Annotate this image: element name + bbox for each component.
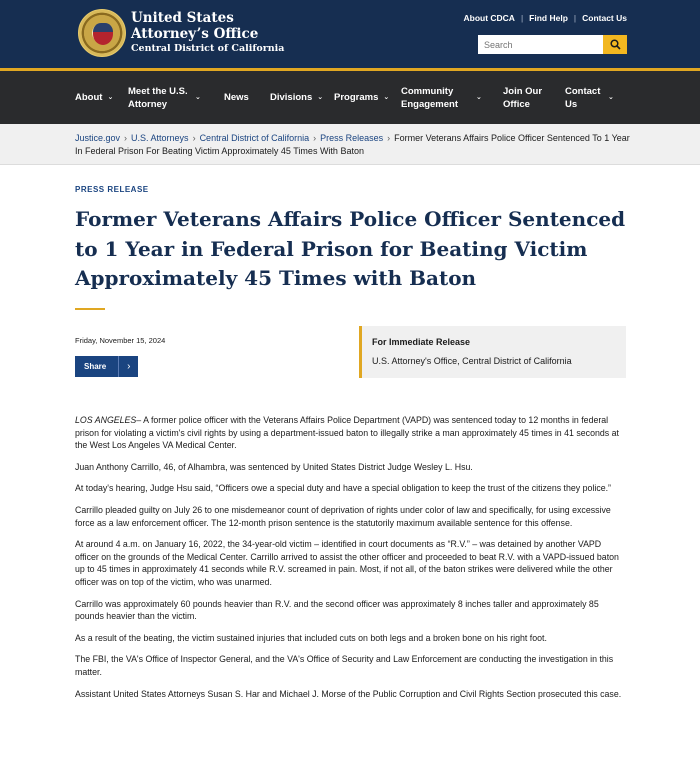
nav-divisions[interactable] bbox=[270, 71, 323, 124]
nav-about[interactable] bbox=[75, 71, 113, 124]
share-button[interactable] bbox=[75, 356, 138, 377]
release-heading: For Immediate Release bbox=[372, 337, 471, 347]
breadcrumb-central-district[interactable]: Central District of California bbox=[199, 133, 310, 143]
article-paragraph: At today's hearing, Judge Hsu said, “Officers owe a special duty and have a special obligation to keep the trust of the citizens they police.” bbox=[75, 483, 611, 494]
breadcrumb-justice-gov[interactable]: Justice.gov bbox=[75, 133, 121, 143]
about-cdca-link[interactable]: About CDCA bbox=[463, 13, 515, 23]
article-paragraph: Juan Anthony Carrillo, 46, of Alhambra, was sentenced by United States District Judge Wesley L. Hsu. bbox=[75, 461, 473, 472]
nav-meet-the-us-attorney[interactable] bbox=[128, 71, 201, 124]
breadcrumb-separator: › bbox=[124, 133, 128, 143]
chevron-down-icon: ⌄ bbox=[383, 94, 390, 101]
article-body bbox=[75, 414, 627, 709]
article-paragraph bbox=[75, 414, 627, 452]
breadcrumb-trail bbox=[75, 132, 635, 158]
chevron-down-icon: ⌄ bbox=[317, 94, 324, 101]
nav-news[interactable] bbox=[224, 71, 249, 124]
main-nav bbox=[0, 68, 700, 124]
nav-label: Community Engagement bbox=[401, 85, 459, 110]
nav-label: Meet the U.S. Attorney bbox=[128, 85, 188, 110]
breadcrumb-separator: › bbox=[192, 133, 196, 143]
breadcrumb-current: Former Veterans Affairs Police Officer Sentenced To 1 Year In Federal Prison For Beating Victim Approximately 45 Times With Baton bbox=[75, 133, 630, 156]
dateline: LOS ANGELES bbox=[75, 415, 137, 425]
utility-separator: | bbox=[573, 13, 577, 23]
breadcrumb bbox=[0, 124, 700, 165]
chevron-down-icon: ⌄ bbox=[195, 94, 201, 101]
chevron-down-icon: ⌄ bbox=[608, 94, 614, 101]
contact-us-link[interactable]: Contact Us bbox=[582, 13, 627, 23]
press-release-kicker: PRESS RELEASE bbox=[75, 185, 149, 194]
search-input[interactable] bbox=[478, 35, 603, 54]
site-brand[interactable] bbox=[131, 10, 284, 56]
breadcrumb-separator: › bbox=[313, 133, 317, 143]
utility-separator: | bbox=[520, 13, 524, 23]
site-search bbox=[478, 35, 627, 54]
chevron-right-icon: › bbox=[118, 356, 138, 377]
find-help-link[interactable]: Find Help bbox=[529, 13, 568, 23]
chevron-down-icon: ⌄ bbox=[107, 94, 114, 101]
chevron-down-icon: ⌄ bbox=[476, 94, 482, 101]
nav-label: Programs bbox=[334, 92, 379, 103]
page-title: Former Veterans Affairs Police Officer Sentenced to 1 Year in Federal Prison for Beating Victim Approximately 45 Times with Baton bbox=[75, 207, 626, 290]
search-icon bbox=[610, 39, 621, 50]
nav-label: About bbox=[75, 92, 103, 103]
nav-label: Divisions bbox=[270, 92, 313, 103]
nav-label: Contact Us bbox=[565, 85, 601, 110]
nav-contact-us[interactable] bbox=[565, 71, 614, 124]
doj-seal-logo[interactable] bbox=[78, 9, 126, 57]
article-paragraph: Assistant United States Attorneys Susan S. Har and Michael J. Morse of the Public Corruption and Civil Rights Section prosecuted this case. bbox=[75, 688, 622, 699]
breadcrumb-press-releases[interactable]: Press Releases bbox=[320, 133, 384, 143]
search-button[interactable] bbox=[603, 35, 627, 54]
nav-label: Join Our Office bbox=[503, 85, 543, 110]
nav-programs[interactable] bbox=[334, 71, 389, 124]
breadcrumb-us-attorneys[interactable]: U.S. Attorneys bbox=[131, 133, 189, 143]
agency-name-line1: United States bbox=[131, 10, 234, 26]
article-paragraph: The FBI, the VA's Office of Inspector General, and the VA's Office of Security and Law Enforcement are conducting the investigation in this matter. bbox=[75, 654, 614, 677]
release-date: Friday, November 15, 2024 bbox=[75, 336, 166, 345]
eagle-icon bbox=[93, 23, 113, 45]
breadcrumb-separator: › bbox=[387, 133, 391, 143]
nav-join-our-office[interactable] bbox=[503, 71, 547, 124]
article-paragraph: Carrillo was approximately 60 pounds heavier than R.V. and the second officer was approximately 8 inches taller and approximately 85 pounds heavier than the victim. bbox=[75, 598, 599, 622]
release-source: U.S. Attorney's Office, Central District of California bbox=[372, 356, 572, 366]
article-paragraph: As a result of the beating, the victim sustained injuries that included cuts on both legs and a broken bone on his right foot. bbox=[75, 632, 547, 643]
share-label: Share bbox=[84, 362, 107, 371]
nav-label: News bbox=[224, 92, 249, 103]
paragraph-text: – A former police officer with the Veterans Affairs Police Department (VAPD) was sentenced today to 12 months in federal prison for violating a victim's civil rights by using a department-issued baton to illegally strike a man approximately 45 times in 41 seconds at the West Los Angeles VA Medical Center. bbox=[75, 415, 619, 451]
nav-community-engagement[interactable] bbox=[401, 71, 482, 124]
agency-name-line2: Attorney’s Office bbox=[131, 26, 259, 42]
title-divider bbox=[75, 308, 105, 310]
release-info-box bbox=[359, 326, 626, 378]
site-header bbox=[0, 0, 700, 68]
article-paragraph: Carrillo pleaded guilty on July 26 to one misdemeanor count of deprivation of rights under color of law and specifically, for using excessive force as a law enforcement officer. The 12-month prison sentence is the statutorily maximum available sentence for this offense. bbox=[75, 504, 611, 528]
district-name: Central District of California bbox=[131, 43, 285, 54]
article-paragraph: At around 4 a.m. on January 16, 2022, the 34-year-old victim – identified in court documents as “R.V.” – was detained by another VAPD officer on the grounds of the Medical Center. Carrillo arrived to assist the other officer and proceeded to beat R.V. with a VAPD-issued baton up to 45 times in approximately 41 seconds while R.V. screamed in pain. Most, if not all, of the baton strikes were delivered while the other officer was on top of the victim, who was unarmed. bbox=[75, 539, 619, 587]
utility-links bbox=[463, 13, 627, 23]
